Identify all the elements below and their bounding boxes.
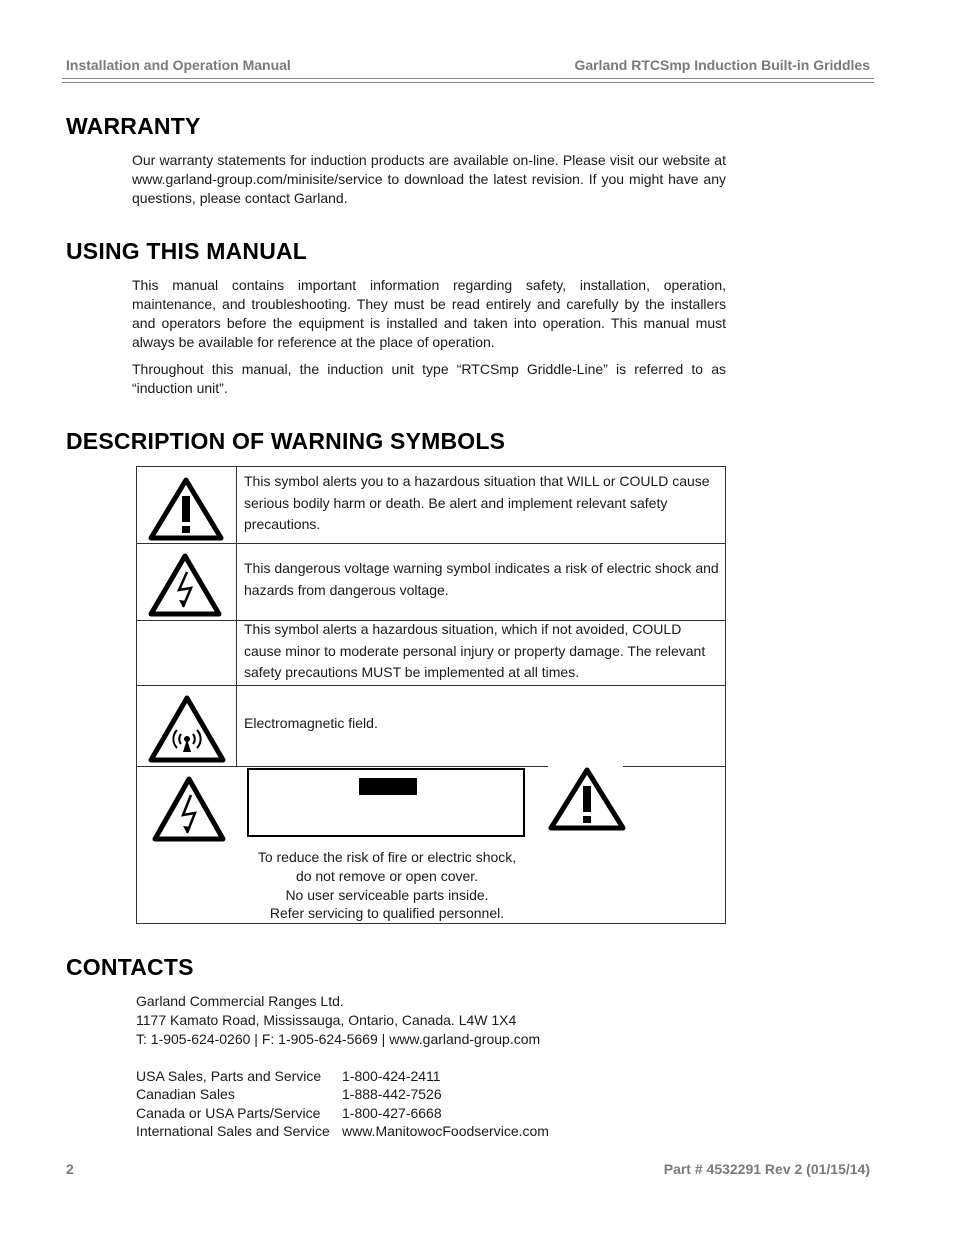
table-row [137, 467, 725, 543]
warning-description: This symbol alerts a hazardous situation, which if not avoided, COULD cause minor to moderate personal injury or property damage. The relevant safety precautions MUST be implemented at all times. [244, 621, 706, 680]
exclamation-triangle-icon [547, 766, 627, 832]
sales-value: www.ManitowocFoodservice.com [342, 1123, 549, 1139]
warning-symbols-heading: DESCRIPTION OF WARNING SYMBOLS [66, 428, 506, 454]
header-rule-top [62, 78, 874, 79]
high-voltage-triangle-icon [147, 552, 223, 618]
sales-value: 1-888-442-7526 [342, 1086, 442, 1102]
caution-line: Refer servicing to qualified personnel. [269, 905, 505, 921]
table-row [137, 621, 725, 685]
using-manual-paragraph-2: Throughout this manual, the induction unit type “RTCSmp Griddle-Line” is referred to as “induction unit”. [132, 361, 726, 396]
header-rule-bottom [62, 82, 874, 83]
warranty-text: Our warranty statements for induction products are available on-line. Please visit our website at www.garland-group.com/minisite/service to download the latest revision. If you might have any questions, please contact Garland. [132, 152, 726, 206]
table-row-divider [623, 766, 725, 767]
company-name: Garland Commercial Ranges Ltd. [136, 993, 344, 1009]
caution-line: do not remove or open cover. [295, 868, 479, 884]
table-row [137, 544, 725, 620]
electromagnetic-field-triangle-icon [147, 694, 227, 764]
caution-label-banner [359, 778, 417, 795]
warning-description: Electromagnetic field. [244, 715, 378, 731]
high-voltage-triangle-icon [151, 775, 227, 843]
running-header-left: Installation and Operation Manual [66, 57, 291, 73]
table-row-divider [137, 766, 548, 767]
using-manual-paragraph-1: This manual contains important information regarding safety, installation, operation, maintenance, and troubleshooting. They must be read entirely and carefully by the installers and operators before the equipment is installed and taken into operation. This manual must always be available for reference at the place of operation. [132, 277, 726, 350]
company-phone-line: T: 1-905-624-0260 | F: 1-905-624-5669 | www.garland-group.com [136, 1031, 541, 1047]
sales-label: USA Sales, Parts and Service [136, 1068, 322, 1084]
warning-description: This symbol alerts you to a hazardous situation that WILL or COULD cause serious bodily harm or death. Be alert and implement relevant safety precautions. [244, 473, 710, 532]
sales-value: 1-800-427-6668 [342, 1105, 442, 1121]
using-manual-heading: USING THIS MANUAL [66, 238, 308, 264]
caution-line: To reduce the risk of fire or electric shock, [257, 849, 517, 865]
page-number: 2 [66, 1161, 74, 1177]
warning-symbols-table [136, 466, 726, 924]
sales-label: Canada or USA Parts/Service [136, 1105, 321, 1121]
running-header-right: Garland RTCSmp Induction Built-in Griddles [574, 57, 870, 73]
part-number: Part # 4532291 Rev 2 (01/15/14) [663, 1161, 870, 1177]
contacts-heading: CONTACTS [66, 954, 194, 980]
company-address: 1177 Kamato Road, Mississauga, Ontario, Canada. L4W 1X4 [136, 1012, 517, 1028]
warning-description: This dangerous voltage warning symbol indicates a risk of electric shock and hazards from dangerous voltage. [244, 560, 719, 598]
caution-line: No user serviceable parts inside. [285, 887, 489, 903]
caution-label-box [247, 768, 525, 837]
table-row [137, 686, 725, 766]
sales-value: 1-800-424-2411 [342, 1068, 441, 1084]
exclamation-triangle-icon [147, 476, 225, 542]
sales-label: Canadian Sales [136, 1086, 235, 1102]
warranty-heading: WARRANTY [66, 113, 201, 139]
sales-label: International Sales and Service [136, 1123, 330, 1139]
